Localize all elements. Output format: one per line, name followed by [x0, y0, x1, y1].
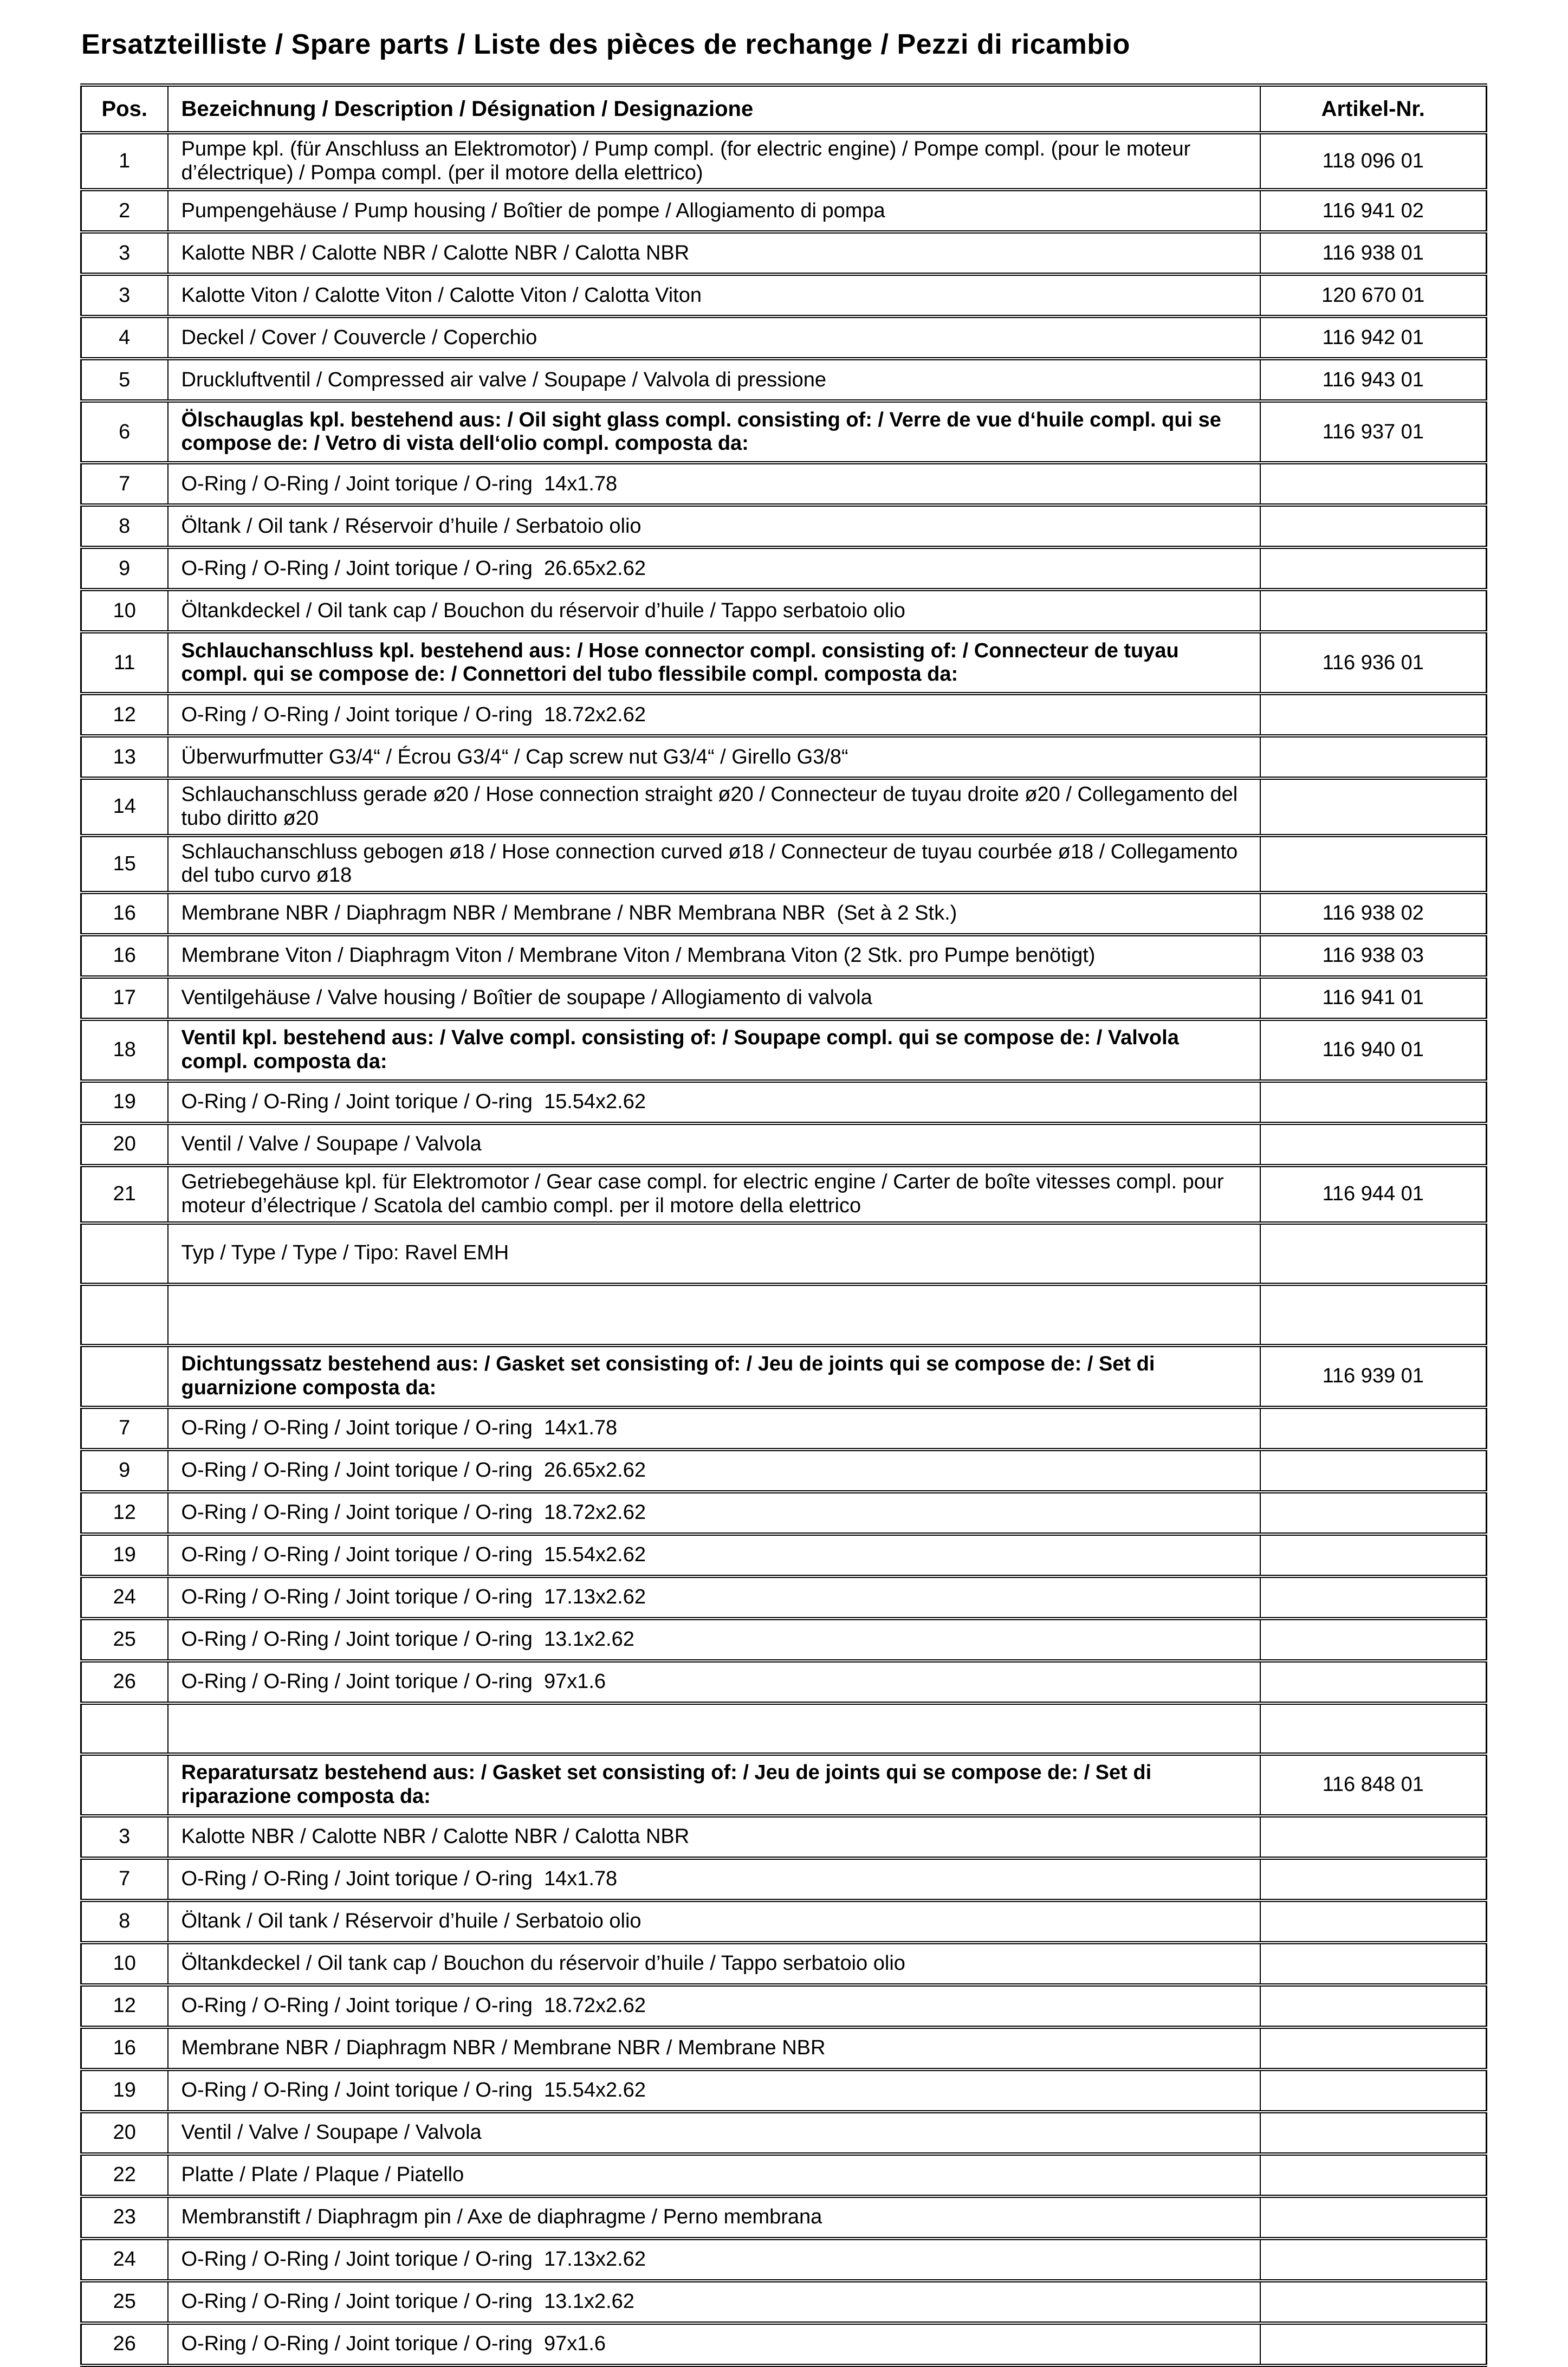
description-cell: Schlauchanschluss kpl. bestehend aus: / Hose connector compl. consisting of: / Connecteur de tuyau compl. qui se compose de: / Connettori del tubo flessibile compl. composta da:: [168, 632, 1260, 694]
pos-cell: [81, 1754, 168, 1816]
table-row: [81, 1900, 1487, 1943]
article-cell: [1260, 778, 1487, 835]
article-cell: [1260, 836, 1487, 893]
description-cell: O-Ring / O-Ring / Joint torique / O-ring 14x1.78: [168, 1407, 1260, 1450]
table-row: [81, 2323, 1487, 2365]
description-cell: O-Ring / O-Ring / Joint torique / O-ring 26.65x2.62: [168, 1450, 1260, 1492]
article-cell: [1260, 1943, 1487, 1985]
parts-table-body: [81, 133, 1487, 2365]
article-cell: [1260, 2027, 1487, 2069]
table-row: [81, 463, 1487, 505]
table-row: [81, 316, 1487, 359]
pos-cell: 25: [81, 1619, 168, 1661]
table-row: [81, 1492, 1487, 1534]
description-cell: O-Ring / O-Ring / Joint torique / O-ring 18.72x2.62: [168, 694, 1260, 736]
table-row: [81, 1019, 1487, 1081]
pos-cell: 7: [81, 1858, 168, 1900]
description-cell: [168, 1703, 1260, 1754]
table-row: [81, 694, 1487, 736]
description-cell: [168, 1284, 1260, 1346]
pos-cell: 7: [81, 463, 168, 505]
article-cell: 116 938 01: [1260, 232, 1487, 274]
table-row: [81, 1816, 1487, 1858]
article-cell: [1260, 694, 1487, 736]
article-cell: 118 096 01: [1260, 133, 1487, 190]
article-cell: [1260, 2154, 1487, 2196]
description-cell: O-Ring / O-Ring / Joint torique / O-ring 26.65x2.62: [168, 547, 1260, 590]
article-cell: [1260, 547, 1487, 590]
table-row: [81, 1619, 1487, 1661]
pos-cell: 16: [81, 2027, 168, 2069]
pos-cell: 25: [81, 2281, 168, 2323]
table-row: [81, 2154, 1487, 2196]
article-cell: [1260, 1081, 1487, 1123]
pos-cell: 10: [81, 590, 168, 632]
description-cell: O-Ring / O-Ring / Joint torique / O-ring 17.13x2.62: [168, 2239, 1260, 2281]
pos-cell: [81, 1223, 168, 1284]
parts-table-header: [81, 85, 1487, 133]
description-cell: Schlauchanschluss gebogen ø18 / Hose connection curved ø18 / Connecteur de tuyau courbée ø18 / Collegamento del tubo curvo ø18: [168, 836, 1260, 893]
pos-cell: 9: [81, 547, 168, 590]
pos-cell: 5: [81, 359, 168, 401]
description-cell: Membrane NBR / Diaphragm NBR / Membrane NBR / Membrane NBR: [168, 2027, 1260, 2069]
description-cell: O-Ring / O-Ring / Joint torique / O-ring 13.1x2.62: [168, 2281, 1260, 2323]
article-cell: [1260, 1619, 1487, 1661]
description-cell: Membrane Viton / Diaphragm Viton / Membrane Viton / Membrana Viton (2 Stk. pro Pumpe benötigt): [168, 935, 1260, 977]
description-cell: Druckluftventil / Compressed air valve / Soupape / Valvola di pressione: [168, 359, 1260, 401]
article-cell: [1260, 1492, 1487, 1534]
pos-cell: 24: [81, 1576, 168, 1619]
article-cell: [1260, 1123, 1487, 1166]
description-cell: O-Ring / O-Ring / Joint torique / O-ring 13.1x2.62: [168, 1619, 1260, 1661]
table-row: [81, 401, 1487, 463]
description-cell: Schlauchanschluss gerade ø20 / Hose connection straight ø20 / Connecteur de tuyau droite ø20 / Collegamento del tubo diritto ø20: [168, 778, 1260, 835]
table-row: [81, 2196, 1487, 2239]
pos-cell: [81, 1703, 168, 1754]
pos-cell: 8: [81, 505, 168, 547]
table-row: [81, 778, 1487, 835]
description-cell: Öltankdeckel / Oil tank cap / Bouchon du réservoir d’huile / Tappo serbatoio olio: [168, 590, 1260, 632]
article-cell: 116 940 01: [1260, 1019, 1487, 1081]
pos-cell: 9: [81, 1450, 168, 1492]
pos-cell: 10: [81, 1943, 168, 1985]
pos-cell: 24: [81, 2239, 168, 2281]
article-cell: 116 941 01: [1260, 977, 1487, 1019]
table-row: [81, 1576, 1487, 1619]
description-cell: Ventilgehäuse / Valve housing / Boîtier de soupape / Allogiamento di valvola: [168, 977, 1260, 1019]
pos-cell: 20: [81, 1123, 168, 1166]
article-cell: [1260, 1985, 1487, 2027]
table-row: [81, 2069, 1487, 2112]
description-cell: O-Ring / O-Ring / Joint torique / O-ring 14x1.78: [168, 463, 1260, 505]
table-row: [81, 632, 1487, 694]
pos-cell: 12: [81, 1492, 168, 1534]
table-row: [81, 1943, 1487, 1985]
pos-cell: 16: [81, 893, 168, 935]
table-row: [81, 893, 1487, 935]
pos-cell: 7: [81, 1407, 168, 1450]
table-row: [81, 1223, 1487, 1284]
description-cell: Öltank / Oil tank / Réservoir d’huile / Serbatoio olio: [168, 1900, 1260, 1943]
description-column-header: Bezeichnung / Description / Désignation / Designazione: [168, 85, 1260, 133]
description-cell: O-Ring / O-Ring / Joint torique / O-ring 97x1.6: [168, 1661, 1260, 1703]
article-cell: [1260, 1284, 1487, 1346]
article-cell: [1260, 1534, 1487, 1576]
article-cell: [1260, 463, 1487, 505]
table-row: [81, 2281, 1487, 2323]
article-cell: [1260, 2239, 1487, 2281]
table-row: [81, 1284, 1487, 1346]
table-row: [81, 274, 1487, 316]
description-cell: O-Ring / O-Ring / Joint torique / O-ring 18.72x2.62: [168, 1492, 1260, 1534]
parts-table: [80, 83, 1487, 2367]
description-cell: Kalotte NBR / Calotte NBR / Calotte NBR / Calotta NBR: [168, 232, 1260, 274]
table-row: [81, 1661, 1487, 1703]
article-cell: [1260, 2112, 1487, 2154]
article-cell: [1260, 505, 1487, 547]
pos-cell: 11: [81, 632, 168, 694]
description-cell: Typ / Type / Type / Tipo: Ravel EMH: [168, 1223, 1260, 1284]
pos-cell: 19: [81, 1081, 168, 1123]
table-row: [81, 1123, 1487, 1166]
description-cell: O-Ring / O-Ring / Joint torique / O-ring 18.72x2.62: [168, 1985, 1260, 2027]
description-cell: Ölschauglas kpl. bestehend aus: / Oil sight glass compl. consisting of: / Verre de vue d‘huile compl. qui se compose de: / Vetro di vista dell‘olio compl. composta da:: [168, 401, 1260, 463]
description-cell: Ventil / Valve / Soupape / Valvola: [168, 1123, 1260, 1166]
article-cell: [1260, 2323, 1487, 2365]
description-cell: Ventil kpl. bestehend aus: / Valve compl. consisting of: / Soupape compl. qui se compose de: / Valvola compl. composta da:: [168, 1019, 1260, 1081]
pos-cell: 1: [81, 133, 168, 190]
article-cell: 120 670 01: [1260, 274, 1487, 316]
description-cell: Öltankdeckel / Oil tank cap / Bouchon du réservoir d’huile / Tappo serbatoio olio: [168, 1943, 1260, 1985]
pos-cell: [81, 1284, 168, 1346]
table-row: [81, 1534, 1487, 1576]
article-cell: [1260, 1816, 1487, 1858]
table-row: [81, 232, 1487, 274]
description-cell: Membranstift / Diaphragm pin / Axe de diaphragme / Perno membrana: [168, 2196, 1260, 2239]
description-cell: Platte / Plate / Plaque / Piatello: [168, 2154, 1260, 2196]
description-cell: Getriebegehäuse kpl. für Elektromotor / Gear case compl. for electric engine / Carter de boîte vitesses compl. pour moteur d’électrique / Scatola del cambio compl. per il motore della elettrico: [168, 1166, 1260, 1223]
pos-cell: 16: [81, 935, 168, 977]
pos-cell: 8: [81, 1900, 168, 1943]
article-cell: [1260, 590, 1487, 632]
description-cell: Ventil / Valve / Soupape / Valvola: [168, 2112, 1260, 2154]
pos-cell: 3: [81, 232, 168, 274]
article-cell: [1260, 2196, 1487, 2239]
table-row: [81, 1407, 1487, 1450]
description-cell: Überwurfmutter G3/4“ / Écrou G3/4“ / Cap screw nut G3/4“ / Girello G3/8“: [168, 736, 1260, 778]
table-row: [81, 133, 1487, 190]
table-row: [81, 547, 1487, 590]
article-cell: [1260, 1223, 1487, 1284]
article-cell: 116 943 01: [1260, 359, 1487, 401]
article-cell: 116 941 02: [1260, 190, 1487, 232]
description-cell: O-Ring / O-Ring / Joint torique / O-ring 97x1.6: [168, 2323, 1260, 2365]
description-cell: Dichtungssatz bestehend aus: / Gasket set consisting of: / Jeu de joints qui se compose de: / Set di guarnizione composta da:: [168, 1346, 1260, 1407]
description-cell: Pumpe kpl. (für Anschluss an Elektromotor) / Pump compl. (for electric engine) / Pompe compl. (pour le moteur d’électrique) / Pompa compl. (per il motore della elettrico): [168, 133, 1260, 190]
description-cell: O-Ring / O-Ring / Joint torique / O-ring 17.13x2.62: [168, 1576, 1260, 1619]
description-cell: O-Ring / O-Ring / Joint torique / O-ring 15.54x2.62: [168, 2069, 1260, 2112]
description-cell: O-Ring / O-Ring / Joint torique / O-ring 15.54x2.62: [168, 1081, 1260, 1123]
description-cell: Kalotte NBR / Calotte NBR / Calotte NBR / Calotta NBR: [168, 1816, 1260, 1858]
table-row: [81, 2112, 1487, 2154]
description-cell: Kalotte Viton / Calotte Viton / Calotte Viton / Calotta Viton: [168, 274, 1260, 316]
pos-cell: 2: [81, 190, 168, 232]
header-row: [81, 85, 1487, 133]
table-row: [81, 1703, 1487, 1754]
table-row: [81, 1450, 1487, 1492]
article-cell: [1260, 1858, 1487, 1900]
article-cell: 116 938 03: [1260, 935, 1487, 977]
table-row: [81, 2027, 1487, 2069]
article-cell: 116 938 02: [1260, 893, 1487, 935]
pos-cell: 23: [81, 2196, 168, 2239]
table-row: [81, 1754, 1487, 1816]
table-row: [81, 736, 1487, 778]
pos-cell: 19: [81, 2069, 168, 2112]
pos-cell: 3: [81, 1816, 168, 1858]
table-row: [81, 190, 1487, 232]
article-cell: [1260, 1900, 1487, 1943]
article-cell: 116 942 01: [1260, 316, 1487, 359]
pos-cell: 3: [81, 274, 168, 316]
description-cell: O-Ring / O-Ring / Joint torique / O-ring 15.54x2.62: [168, 1534, 1260, 1576]
pos-cell: 15: [81, 836, 168, 893]
article-cell: [1260, 1576, 1487, 1619]
pos-cell: [81, 1346, 168, 1407]
pos-cell: 17: [81, 977, 168, 1019]
article-cell: 116 937 01: [1260, 401, 1487, 463]
table-row: [81, 935, 1487, 977]
article-cell: [1260, 1450, 1487, 1492]
page-title: Ersatzteilliste / Spare parts / Liste des pièces de rechange / Pezzi di ricambio: [81, 29, 1130, 60]
description-cell: Membrane NBR / Diaphragm NBR / Membrane / NBR Membrana NBR (Set à 2 Stk.): [168, 893, 1260, 935]
table-row: [81, 1166, 1487, 1223]
pos-cell: 13: [81, 736, 168, 778]
pos-cell: 26: [81, 1661, 168, 1703]
pos-cell: 6: [81, 401, 168, 463]
article-cell: 116 936 01: [1260, 632, 1487, 694]
article-cell: [1260, 736, 1487, 778]
table-row: [81, 1346, 1487, 1407]
table-row: [81, 1858, 1487, 1900]
article-cell: 116 939 01: [1260, 1346, 1487, 1407]
article-cell: [1260, 2281, 1487, 2323]
table-row: [81, 590, 1487, 632]
pos-cell: 14: [81, 778, 168, 835]
table-row: [81, 505, 1487, 547]
pos-cell: 18: [81, 1019, 168, 1081]
table-row: [81, 2239, 1487, 2281]
article-cell: [1260, 1661, 1487, 1703]
description-cell: Pumpengehäuse / Pump housing / Boîtier de pompe / Allogiamento di pompa: [168, 190, 1260, 232]
pos-cell: 12: [81, 1985, 168, 2027]
table-row: [81, 1985, 1487, 2027]
article-number-column-header: Artikel-Nr.: [1260, 85, 1487, 133]
description-cell: Reparatursatz bestehend aus: / Gasket set consisting of: / Jeu de joints qui se compose de: / Set di riparazione composta da:: [168, 1754, 1260, 1816]
table-row: [81, 977, 1487, 1019]
pos-cell: 22: [81, 2154, 168, 2196]
table-row: [81, 359, 1487, 401]
pos-cell: 19: [81, 1534, 168, 1576]
pos-cell: 26: [81, 2323, 168, 2365]
pos-cell: 12: [81, 694, 168, 736]
article-cell: [1260, 2069, 1487, 2112]
article-cell: [1260, 1703, 1487, 1754]
description-cell: O-Ring / O-Ring / Joint torique / O-ring 14x1.78: [168, 1858, 1260, 1900]
article-cell: 116 944 01: [1260, 1166, 1487, 1223]
pos-column-header: Pos.: [81, 85, 168, 133]
pos-cell: 4: [81, 316, 168, 359]
article-cell: [1260, 1407, 1487, 1450]
article-cell: 116 848 01: [1260, 1754, 1487, 1816]
pos-cell: 21: [81, 1166, 168, 1223]
table-row: [81, 836, 1487, 893]
description-cell: Öltank / Oil tank / Réservoir d’huile / Serbatoio olio: [168, 505, 1260, 547]
pos-cell: 20: [81, 2112, 168, 2154]
table-row: [81, 1081, 1487, 1123]
description-cell: Deckel / Cover / Couvercle / Coperchio: [168, 316, 1260, 359]
